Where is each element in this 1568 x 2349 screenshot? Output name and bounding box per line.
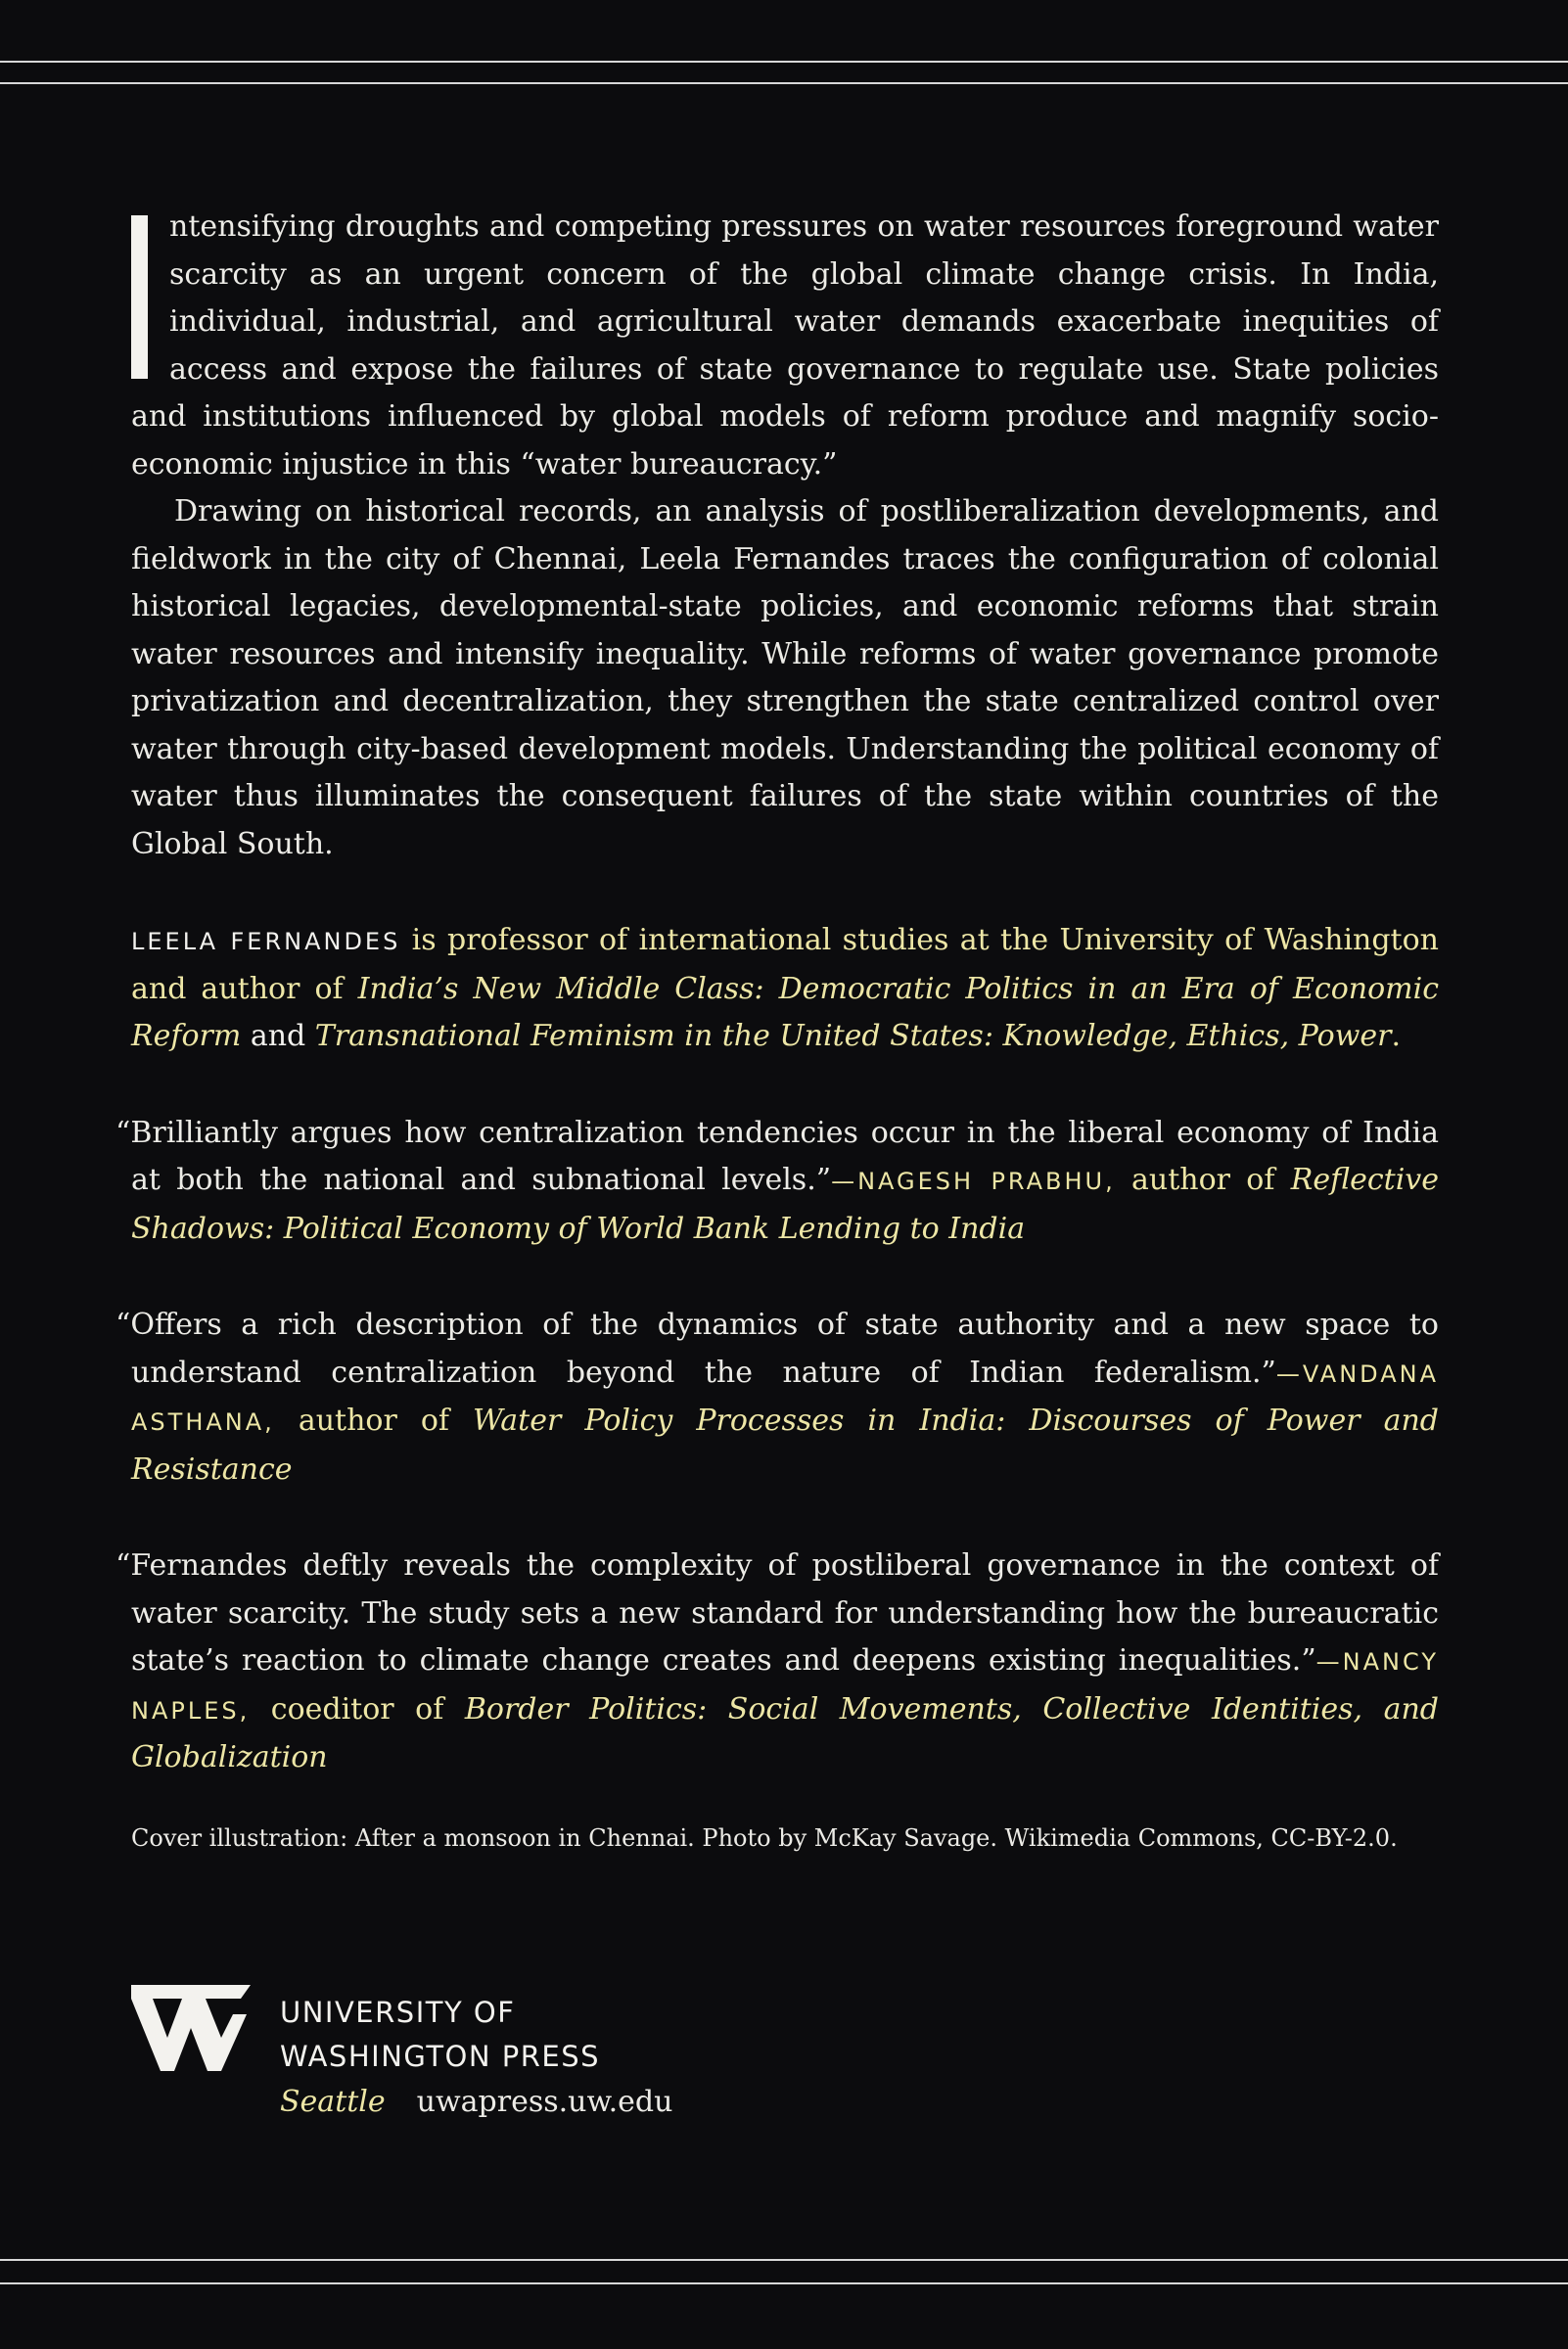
dropcap-letter <box>131 215 148 379</box>
description-paragraph-2: Drawing on historical records, an analysis of postliberalization developments, and fieldwork in the city of Chennai, Leela Fernandes traces the configuration of colonial historical legacies, developmental-state policies, and economic reforms that strain water resources and intensify inequality. While reforms of water governance promote privatization and decentralization, they strengthen the state centralized control over water through city-based development models. Understanding the political economy of water thus illuminates the consequent failures of the state within countries of the Global South. <box>131 494 1439 861</box>
blurb-3-book: Border Politics: Social Movements, Collective Identities, and Globalization <box>131 1691 1439 1774</box>
blurb-1-attribution: —NAGESH PRABHU, <box>831 1168 1116 1195</box>
blurb-2-book: Water Policy Processes in India: Discourses of Power and Resistance <box>131 1404 1440 1487</box>
publisher-meta <box>280 2085 672 2119</box>
uw-press-logo-icon <box>131 1985 251 2073</box>
publisher-website[interactable]: uwapress.uw.edu <box>416 2085 673 2119</box>
author-bio: LEELA FERNANDES is professor of international studies at the University of Washington and author of India’s New Middle Class: Democratic Politics in an Era of Economic Reform and Transnational Feminism in the United States: Knowledge, Ethics, Power. <box>131 923 1439 1053</box>
bottom-rule-inner <box>0 2259 1568 2261</box>
publisher-city: Seattle <box>280 2085 386 2119</box>
publisher-name <box>280 1991 600 2079</box>
author-name: LEELA FERNANDES <box>131 928 401 955</box>
blurb-2-attribution: —VANDANA ASTHANA, <box>131 1359 1439 1436</box>
cover-credit: Cover illustration: After a monsoon in Chennai. Photo by McKay Savage. Wikimedia Commons, CC-BY-2.0. <box>131 1823 1398 1852</box>
blurb-1-book: Reflective Shadows: Political Economy of World Bank Lending to India <box>131 1163 1440 1246</box>
blurb-3-attribution: —NANCY NAPLES, <box>131 1648 1439 1725</box>
blurb-3: “Fernandes deftly reveals the complexity of postliberal governance in the context of water scarcity. The study sets a new standard for understanding how the bureaucratic state’s reaction to climate change creates and deepens existing inequalities.”—NANCY NAPLES, coeditor of Border Politics: Social Movements, Collective Identities, and Globalization <box>115 1548 1439 1774</box>
publisher-name-line-2: WASHINGTON PRESS <box>280 2040 601 2073</box>
blurb-2: “Offers a rich description of the dynamics of state authority and a new space to understand centralization beyond the nature of Indian federalism.”—VANDANA ASTHANA, author of Water Policy Processes in India: Discourses of Power and Resistance <box>115 1308 1440 1487</box>
author-book-2: Transnational Feminism in the United States: Knowledge, Ethics, Power <box>314 1019 1392 1053</box>
back-cover-text <box>115 204 1440 1855</box>
publisher-block <box>131 1985 718 2132</box>
author-book-1: India’s New Middle Class: Democratic Politics in an Era of Economic Reform <box>131 971 1439 1053</box>
top-rule-inner <box>0 82 1568 84</box>
bottom-rule-outer <box>0 2282 1568 2284</box>
top-rule-outer <box>0 61 1568 63</box>
description-paragraph-1: ntensifying droughts and competing pressures on water resources foreground water scarcity as an urgent concern of the global climate change crisis. In India, individual, industrial, and agricultural water demands exacerbate inequities of access and expose the failures of state governance to regulate use. State policies and institutions influenced by global models of reform produce and magnify socio-economic injustice in this “water bureaucracy.” <box>131 209 1439 482</box>
publisher-name-line-1: UNIVERSITY OF <box>280 1996 516 2029</box>
blurb-1: “Brilliantly argues how centralization tendencies occur in the liberal economy of India at both the national and subnational levels.”—NAGESH PRABHU, author of Reflective Shadows: Political Economy of World Bank Lending to India <box>115 1115 1440 1246</box>
